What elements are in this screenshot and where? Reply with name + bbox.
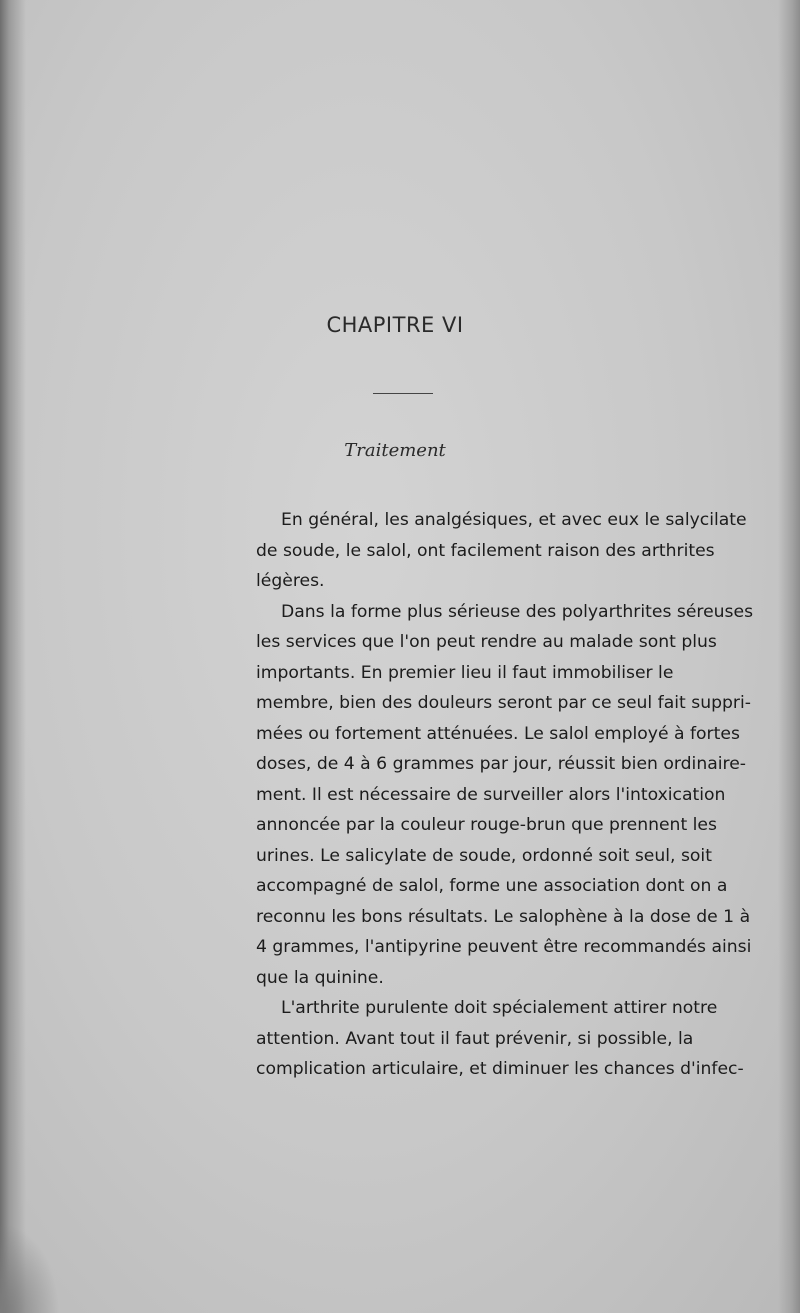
page-edge-shadow [778, 0, 800, 1313]
text-line: reconnu les bons résultats. Le salophène à la dose de 1 à [256, 906, 751, 927]
heading-divider [373, 393, 433, 394]
text-line: annoncée par la couleur rouge-brun que prennent les [256, 815, 717, 835]
text-line: urines. Le salicylate de soude, ordonné soit seul, soit [256, 845, 712, 866]
text-line: accompagné de salol, forme une association dont on a [256, 876, 728, 896]
body-text [256, 505, 754, 1085]
text-line: les services que l'on peut rendre au malade sont plus [256, 632, 717, 652]
text-line: de soude, le salol, ont facilement raison des arthrites [256, 540, 715, 561]
text-line: En général, les analgésiques, et avec eux le salycilate [281, 510, 747, 530]
text-line: complication articulaire, et diminuer les chances d'infec- [256, 1059, 744, 1079]
text-line: membre, bien des douleurs seront par ce seul fait suppri- [256, 693, 751, 713]
text-line: 4 grammes, l'antipyrine peuvent être recommandés ainsi [256, 937, 752, 957]
text-line: légères. [256, 571, 325, 591]
text-line: mées ou fortement atténuées. Le salol employé à fortes [256, 723, 740, 744]
text-line: doses, de 4 à 6 grammes par jour, réussit bien ordinaire- [256, 754, 747, 774]
text-line: que la quinine. [256, 967, 384, 988]
text-line: Dans la forme plus sérieuse des polyarthrites séreuses [281, 601, 754, 622]
text-line: L'arthrite purulente doit spécialement attirer notre [281, 998, 718, 1018]
text-line: importants. En premier lieu il faut immobiliser le [256, 662, 674, 683]
text-line: ment. Il est nécessaire de surveiller alors l'intoxication [256, 784, 726, 805]
section-title: Traitement [344, 440, 446, 461]
binding-shadow [0, 0, 26, 1313]
chapter-heading: CHAPITRE VI [326, 313, 464, 337]
corner-shadow [0, 1223, 60, 1313]
text-line: attention. Avant tout il faut prévenir, si possible, la [256, 1028, 694, 1049]
